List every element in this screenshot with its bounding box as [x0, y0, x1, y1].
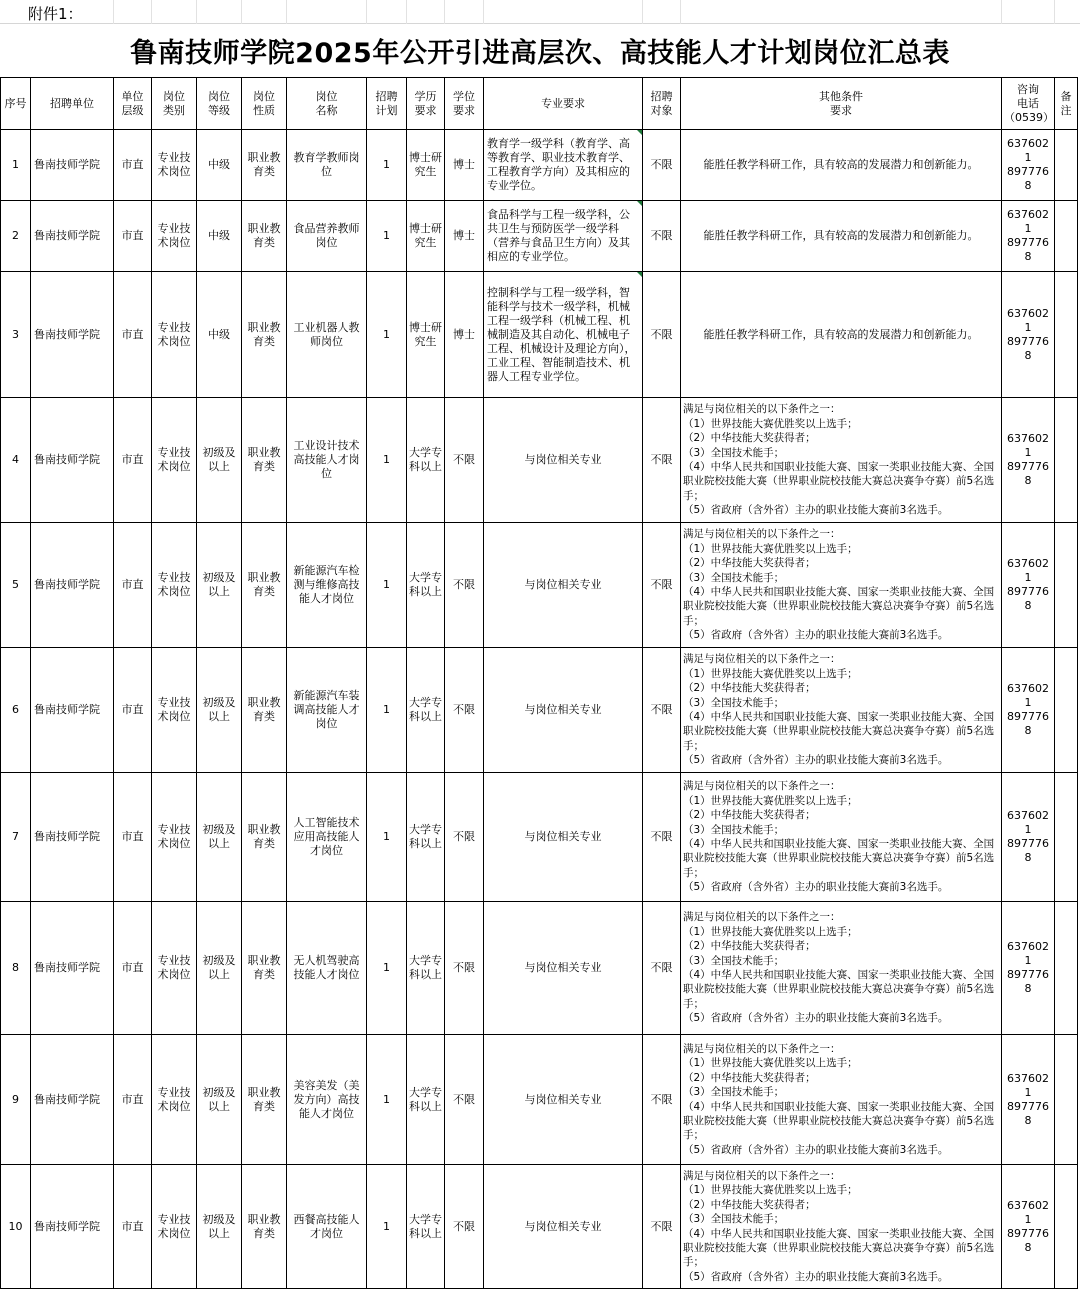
header-unit: 招聘单位 — [31, 78, 114, 130]
cell-major: 与岗位相关专业 — [484, 398, 643, 523]
cell-unit: 鲁南技师学院 — [31, 773, 114, 902]
cell-post: 美容美发（美发方向）高技能人才岗位 — [287, 1035, 367, 1165]
cell-level: 市直 — [114, 1165, 152, 1289]
header-degree: 学位 要求 — [445, 78, 484, 130]
cell-unit: 鲁南技师学院 — [31, 1035, 114, 1165]
cell-target: 不限 — [643, 773, 681, 902]
cell-degree: 不限 — [445, 398, 484, 523]
cell-target: 不限 — [643, 902, 681, 1035]
cell-major — [484, 201, 643, 272]
cell-nature: 职业教育类 — [242, 201, 287, 272]
cell-phone: 6376021 8977768 — [1002, 1165, 1055, 1289]
cell-degree: 不限 — [445, 1165, 484, 1289]
cell-category: 专业技术岗位 — [152, 398, 197, 523]
cell-unit: 鲁南技师学院 — [31, 648, 114, 773]
cell-target: 不限 — [643, 272, 681, 398]
cell-unit: 鲁南技师学院 — [31, 398, 114, 523]
cell-unit: 鲁南技师学院 — [31, 523, 114, 648]
major-text: 控制科学与工程一级学科，智能科学与技术一级学科，机械工程一级学科（机械工程、机械制造及其自动化、机械电子工程、机械设计及理论方向），工业工程、智能制造技术、机器人工程专业学位。 — [487, 285, 636, 383]
cell-plan: 1 — [367, 130, 407, 201]
cell-category: 专业技术岗位 — [152, 130, 197, 201]
cell-category: 专业技术岗位 — [152, 902, 197, 1035]
cell-note — [1055, 1165, 1078, 1289]
cell-level: 市直 — [114, 201, 152, 272]
cell-note — [1055, 1035, 1078, 1165]
cell-target: 不限 — [643, 201, 681, 272]
cell-note — [1055, 398, 1078, 523]
cell-major: 与岗位相关专业 — [484, 773, 643, 902]
cell-other: 能胜任教学科研工作，具有较高的发展潜力和创新能力。 — [681, 201, 1002, 272]
cell-nature: 职业教育类 — [242, 523, 287, 648]
cell-unit: 鲁南技师学院 — [31, 272, 114, 398]
table-row — [1, 773, 1078, 902]
header-major: 专业要求 — [484, 78, 643, 130]
cell-major — [484, 130, 643, 201]
cell-major: 与岗位相关专业 — [484, 1035, 643, 1165]
cell-category: 专业技术岗位 — [152, 773, 197, 902]
cell-grade: 中级 — [197, 201, 242, 272]
cell-nature: 职业教育类 — [242, 648, 287, 773]
table-body — [1, 130, 1078, 1289]
cell-plan: 1 — [367, 648, 407, 773]
cell-major: 与岗位相关专业 — [484, 902, 643, 1035]
attachment-label: 附件1： — [28, 5, 83, 23]
header-row — [1, 78, 1078, 130]
cell-phone: 6376021 8977768 — [1002, 523, 1055, 648]
cell-note — [1055, 201, 1078, 272]
cell-degree: 不限 — [445, 648, 484, 773]
cell-phone: 6376021 8977768 — [1002, 398, 1055, 523]
cell-plan: 1 — [367, 1035, 407, 1165]
header-edu: 学历 要求 — [407, 78, 445, 130]
cell-target: 不限 — [643, 130, 681, 201]
cell-phone: 6376021 8977768 — [1002, 902, 1055, 1035]
cell-degree: 不限 — [445, 523, 484, 648]
cell-target: 不限 — [643, 648, 681, 773]
cell-edu: 大学专科以上 — [407, 648, 445, 773]
cell-grade: 初级及以上 — [197, 398, 242, 523]
cell-degree: 博士 — [445, 130, 484, 201]
header-note: 备 注 — [1055, 78, 1078, 130]
cell-major: 与岗位相关专业 — [484, 523, 643, 648]
cell-level: 市直 — [114, 648, 152, 773]
cell-other: 满足与岗位相关的以下条件之一： （1）世界技能大赛优胜奖以上选手； （2）中华技能大奖获得者； （3）全国技术能手； （4）中华人民共和国职业技能大赛、国家一类职业技能大赛、全国职业院校技能大赛（世界职业院校技能大赛总决赛争夺赛）前5名选手； （5）省政府（含外省）主办的职业技能大赛前3名选手。 — [681, 648, 1002, 773]
cell-note — [1055, 523, 1078, 648]
cell-other: 能胜任教学科研工作，具有较高的发展潜力和创新能力。 — [681, 272, 1002, 398]
table-row — [1, 130, 1078, 201]
cell-level: 市直 — [114, 523, 152, 648]
cell-post: 无人机驾驶高技能人才岗位 — [287, 902, 367, 1035]
major-text: 食品科学与工程一级学科，公共卫生与预防医学一级学科（营养与食品卫生方向）及其相应的专业学位。 — [487, 208, 630, 263]
cell-edu: 大学专科以上 — [407, 1035, 445, 1165]
cell-post: 新能源汽车装调高技能人才岗位 — [287, 648, 367, 773]
cell-note — [1055, 773, 1078, 902]
cell-phone: 6376021 8977768 — [1002, 130, 1055, 201]
cell-other: 能胜任教学科研工作，具有较高的发展潜力和创新能力。 — [681, 130, 1002, 201]
cell-grade: 初级及以上 — [197, 1035, 242, 1165]
table-row — [1, 902, 1078, 1035]
cell-nature: 职业教育类 — [242, 398, 287, 523]
cell-degree: 博士 — [445, 201, 484, 272]
major-text: 教育学一级学科（教育学、高等教育学、职业技术教育学、工程教育学方向）及其相应的专业学位。 — [487, 137, 630, 192]
cell-seq: 1 — [1, 130, 31, 201]
header-other: 其他条件 要求 — [681, 78, 1002, 130]
cell-nature: 职业教育类 — [242, 902, 287, 1035]
cell-post: 西餐高技能人才岗位 — [287, 1165, 367, 1289]
cell-phone: 6376021 8977768 — [1002, 272, 1055, 398]
page-title: 鲁南技师学院2025年公开引进高层次、高技能人才计划岗位汇总表 — [130, 38, 950, 69]
cell-other: 满足与岗位相关的以下条件之一： （1）世界技能大赛优胜奖以上选手； （2）中华技能大奖获得者； （3）全国技术能手； （4）中华人民共和国职业技能大赛、国家一类职业技能大赛、全国职业院校技能大赛（世界职业院校技能大赛总决赛争夺赛）前5名选手； （5）省政府（含外省）主办的职业技能大赛前3名选手。 — [681, 1035, 1002, 1165]
cell-level: 市直 — [114, 1035, 152, 1165]
cell-unit: 鲁南技师学院 — [31, 130, 114, 201]
cell-note — [1055, 272, 1078, 398]
cell-seq: 3 — [1, 272, 31, 398]
attachment-bar — [0, 0, 1080, 24]
cell-post: 工业机器人教师岗位 — [287, 272, 367, 398]
cell-other: 满足与岗位相关的以下条件之一： （1）世界技能大赛优胜奖以上选手； （2）中华技能大奖获得者； （3）全国技术能手； （4）中华人民共和国职业技能大赛、国家一类职业技能大赛、全国职业院校技能大赛（世界职业院校技能大赛总决赛争夺赛）前5名选手； （5）省政府（含外省）主办的职业技能大赛前3名选手。 — [681, 1165, 1002, 1289]
cell-post: 人工智能技术应用高技能人才岗位 — [287, 773, 367, 902]
cell-degree: 不限 — [445, 902, 484, 1035]
header-level: 单位 层级 — [114, 78, 152, 130]
cell-plan: 1 — [367, 523, 407, 648]
cell-level: 市直 — [114, 398, 152, 523]
cell-nature: 职业教育类 — [242, 1035, 287, 1165]
cell-nature: 职业教育类 — [242, 130, 287, 201]
table-row — [1, 1035, 1078, 1165]
header-post: 岗位 名称 — [287, 78, 367, 130]
header-nature: 岗位 性质 — [242, 78, 287, 130]
cell-nature: 职业教育类 — [242, 272, 287, 398]
cell-other: 满足与岗位相关的以下条件之一： （1）世界技能大赛优胜奖以上选手； （2）中华技能大奖获得者； （3）全国技术能手； （4）中华人民共和国职业技能大赛、国家一类职业技能大赛、全国职业院校技能大赛（世界职业院校技能大赛总决赛争夺赛）前5名选手； （5）省政府（含外省）主办的职业技能大赛前3名选手。 — [681, 902, 1002, 1035]
cell-seq: 6 — [1, 648, 31, 773]
cell-post: 教育学教师岗位 — [287, 130, 367, 201]
cell-post: 新能源汽车检测与维修高技能人才岗位 — [287, 523, 367, 648]
table-row — [1, 1165, 1078, 1289]
cell-phone: 6376021 8977768 — [1002, 1035, 1055, 1165]
cell-edu: 博士研究生 — [407, 130, 445, 201]
cell-major — [484, 272, 643, 398]
cell-target: 不限 — [643, 523, 681, 648]
table-row — [1, 201, 1078, 272]
cell-edu: 博士研究生 — [407, 201, 445, 272]
cell-degree: 不限 — [445, 1035, 484, 1165]
cell-phone: 6376021 8977768 — [1002, 648, 1055, 773]
table-row — [1, 523, 1078, 648]
table-row — [1, 398, 1078, 523]
cell-nature: 职业教育类 — [242, 773, 287, 902]
cell-grade: 初级及以上 — [197, 648, 242, 773]
comment-marker-icon — [637, 272, 642, 277]
cell-seq: 9 — [1, 1035, 31, 1165]
cell-post: 工业设计技术高技能人才岗位 — [287, 398, 367, 523]
cell-edu: 大学专科以上 — [407, 773, 445, 902]
cell-other: 满足与岗位相关的以下条件之一： （1）世界技能大赛优胜奖以上选手； （2）中华技能大奖获得者； （3）全国技术能手； （4）中华人民共和国职业技能大赛、国家一类职业技能大赛、全国职业院校技能大赛（世界职业院校技能大赛总决赛争夺赛）前5名选手； （5）省政府（含外省）主办的职业技能大赛前3名选手。 — [681, 773, 1002, 902]
cell-level: 市直 — [114, 130, 152, 201]
cell-major: 与岗位相关专业 — [484, 648, 643, 773]
cell-phone: 6376021 8977768 — [1002, 773, 1055, 902]
cell-seq: 10 — [1, 1165, 31, 1289]
cell-grade: 初级及以上 — [197, 773, 242, 902]
cell-grade: 初级及以上 — [197, 902, 242, 1035]
cell-plan: 1 — [367, 1165, 407, 1289]
cell-target: 不限 — [643, 1165, 681, 1289]
comment-marker-icon — [637, 201, 642, 206]
header-plan: 招聘 计划 — [367, 78, 407, 130]
cell-plan: 1 — [367, 201, 407, 272]
cell-level: 市直 — [114, 902, 152, 1035]
cell-plan: 1 — [367, 398, 407, 523]
cell-plan: 1 — [367, 272, 407, 398]
cell-grade: 初级及以上 — [197, 523, 242, 648]
cell-post: 食品营养教师岗位 — [287, 201, 367, 272]
cell-plan: 1 — [367, 773, 407, 902]
cell-edu: 大学专科以上 — [407, 398, 445, 523]
table-row — [1, 648, 1078, 773]
header-seq: 序号 — [1, 78, 31, 130]
cell-major: 与岗位相关专业 — [484, 1165, 643, 1289]
header-category: 岗位 类别 — [152, 78, 197, 130]
cell-other: 满足与岗位相关的以下条件之一： （1）世界技能大赛优胜奖以上选手； （2）中华技能大奖获得者； （3）全国技术能手； （4）中华人民共和国职业技能大赛、国家一类职业技能大赛、全国职业院校技能大赛（世界职业院校技能大赛总决赛争夺赛）前5名选手； （5）省政府（含外省）主办的职业技能大赛前3名选手。 — [681, 523, 1002, 648]
cell-note — [1055, 902, 1078, 1035]
header-target: 招聘 对象 — [643, 78, 681, 130]
cell-category: 专业技术岗位 — [152, 523, 197, 648]
cell-level: 市直 — [114, 773, 152, 902]
cell-grade: 中级 — [197, 130, 242, 201]
table-row — [1, 272, 1078, 398]
cell-phone: 6376021 8977768 — [1002, 201, 1055, 272]
cell-note — [1055, 648, 1078, 773]
cell-grade: 中级 — [197, 272, 242, 398]
cell-nature: 职业教育类 — [242, 1165, 287, 1289]
positions-table — [0, 77, 1078, 1289]
cell-seq: 4 — [1, 398, 31, 523]
cell-category: 专业技术岗位 — [152, 1035, 197, 1165]
cell-plan: 1 — [367, 902, 407, 1035]
cell-seq: 5 — [1, 523, 31, 648]
cell-level: 市直 — [114, 272, 152, 398]
cell-category: 专业技术岗位 — [152, 648, 197, 773]
cell-edu: 大学专科以上 — [407, 1165, 445, 1289]
cell-unit: 鲁南技师学院 — [31, 201, 114, 272]
cell-edu: 大学专科以上 — [407, 902, 445, 1035]
cell-degree: 不限 — [445, 773, 484, 902]
header-grade: 岗位 等级 — [197, 78, 242, 130]
cell-grade: 初级及以上 — [197, 1165, 242, 1289]
cell-note — [1055, 130, 1078, 201]
cell-category: 专业技术岗位 — [152, 272, 197, 398]
comment-marker-icon — [637, 130, 642, 135]
cell-seq: 2 — [1, 201, 31, 272]
cell-edu: 博士研究生 — [407, 272, 445, 398]
cell-degree: 博士 — [445, 272, 484, 398]
cell-target: 不限 — [643, 398, 681, 523]
cell-other: 满足与岗位相关的以下条件之一： （1）世界技能大赛优胜奖以上选手； （2）中华技能大奖获得者； （3）全国技术能手； （4）中华人民共和国职业技能大赛、国家一类职业技能大赛、全国职业院校技能大赛（世界职业院校技能大赛总决赛争夺赛）前5名选手； （5）省政府（含外省）主办的职业技能大赛前3名选手。 — [681, 398, 1002, 523]
cell-seq: 7 — [1, 773, 31, 902]
cell-category: 专业技术岗位 — [152, 201, 197, 272]
cell-seq: 8 — [1, 902, 31, 1035]
cell-unit: 鲁南技师学院 — [31, 1165, 114, 1289]
cell-unit: 鲁南技师学院 — [31, 902, 114, 1035]
cell-target: 不限 — [643, 1035, 681, 1165]
cell-edu: 大学专科以上 — [407, 523, 445, 648]
header-phone: 咨询 电话 （0539） — [1002, 78, 1055, 130]
cell-category: 专业技术岗位 — [152, 1165, 197, 1289]
